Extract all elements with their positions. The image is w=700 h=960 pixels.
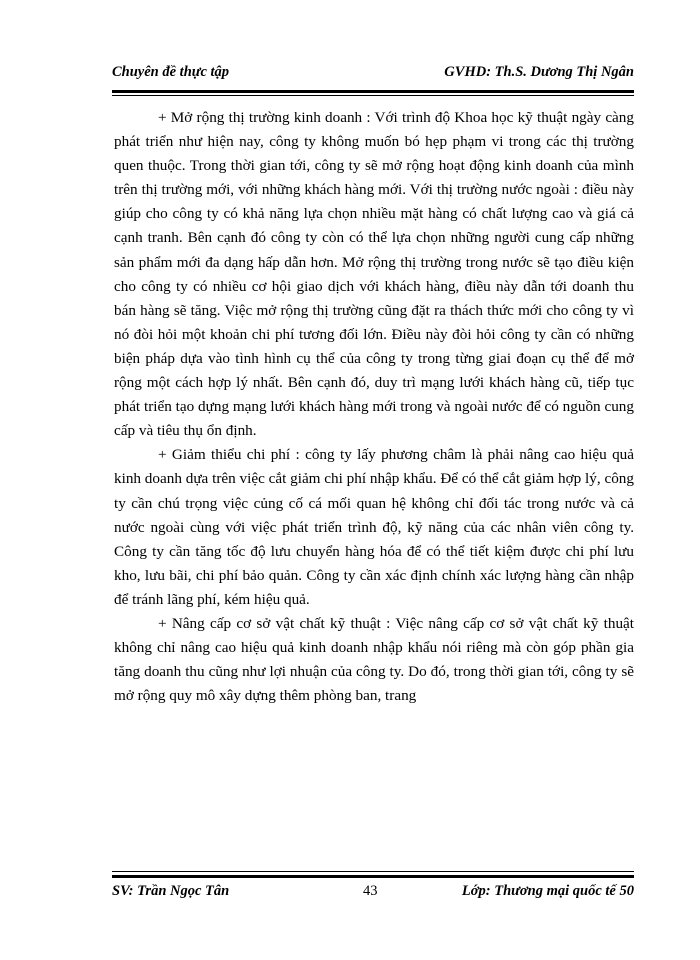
header-document-type: Chuyên đề thực tập — [112, 64, 230, 80]
paragraph-infrastructure-upgrade: + Nâng cấp cơ sở vật chất kỹ thuật : Việc nâng cấp cơ sở vật chất kỹ thuật không chỉ nâng cao hiệu quả kinh doanh nhập khẩu nói riêng mà còn góp phần gia tăng doanh thu cũng như lợi nhuận của công ty. Do đó, trong thời gian tới, công ty sẽ mở rộng quy mô xây dựng thêm phòng ban, trang — [114, 614, 634, 705]
page-header — [112, 58, 634, 86]
header-rule-thin — [112, 95, 634, 96]
paragraph-market-expansion: + Mở rộng thị trường kinh doanh : Với trình độ Khoa học kỹ thuật ngày càng phát triển như hiện nay, công ty không muốn bó hẹp phạm vi trong các thị trường quen thuộc. Trong thời gian tới, công ty sẽ mở rộng hoạt động kinh doanh của mình trên thị trường mới, với những khách hàng mới. Với thị trường nước ngoài : điều này giúp cho công ty có khả năng lựa chọn nhiều mặt hàng có chất lượng cao và giá cả cạnh tranh. Bên cạnh đó công ty còn có thể lựa chọn những người cung cấp những sản phẩm mới đa dạng hấp dẫn hơn. Mở rộng thị trường trong nước sẽ tạo điều kiện cho công ty có nhiều cơ hội giao dịch với khách hàng, điều này dẫn tới doanh thu bán hàng sẽ tăng. Việc mở rộng thị trường cũng đặt ra thách thức mới cho công ty vì nó đòi hỏi một khoản chi phí tương đối lớn. Điều này đòi hỏi công ty cần có những biện pháp dựa vào tình hình cụ thể của công ty trong từng giai đoạn cụ thể để mở rộng một cách hợp lý nhất. Bên cạnh đó, duy trì mạng lưới khách hàng cũ, tiếp tục phát triển tạo dựng mạng lưới khách hàng mới trong và ngoài nước để có nguồn cung cấp và tiêu thụ ổn định. — [114, 109, 634, 440]
footer-student: SV: Trần Ngọc Tân — [112, 883, 230, 899]
footer-rule-thick — [112, 875, 634, 878]
page-footer — [112, 881, 634, 905]
header-rule-thick — [112, 90, 634, 93]
page-body — [114, 106, 634, 708]
page-number: 43 — [363, 883, 378, 899]
footer-rule-thin — [112, 871, 634, 872]
header-supervisor: GVHD: Th.S. Dương Thị Ngân — [444, 64, 634, 80]
footer-class: Lớp: Thương mại quốc tế 50 — [461, 883, 634, 899]
paragraph-cost-reduction: + Giảm thiểu chi phí : công ty lấy phương châm là phải nâng cao hiệu quả kinh doanh dựa trên việc cắt giảm chi phí nhập khẩu. Để có thể cắt giảm hợp lý, công ty cần chú trọng việc củng cố cá mối quan hệ không chỉ đối tác trong nước và cả nước ngoài cùng với việc phát triển trình độ, kỹ năng của các nhân viên công ty. Công ty cần tăng tốc độ lưu chuyển hàng hóa để có thể tiết kiệm được chi phí lưu kho, lưu bãi, chi phí bảo quản. Công ty cần xác định chính xác lượng hàng cần nhập để tránh lãng phí, kém hiệu quả. — [114, 446, 634, 608]
